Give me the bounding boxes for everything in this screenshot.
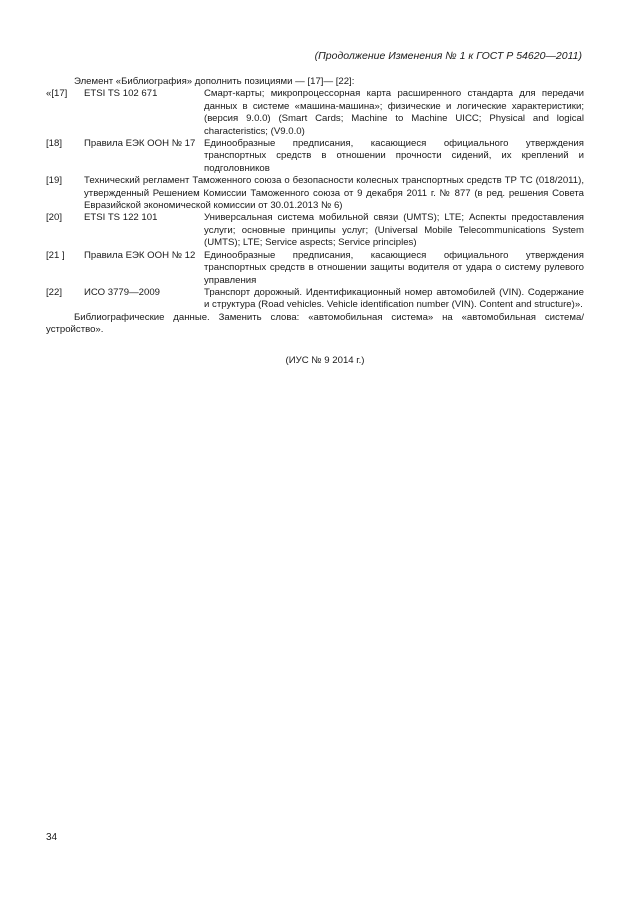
document-body	[46, 76, 584, 367]
intro-paragraph: Элемент «Библиография» дополнить позициями — [17]— [22]:	[74, 76, 355, 87]
closing-paragraph: Библиографические данные. Заменить слова: «автомобильная система» на «автомобильная система/устройство».	[46, 311, 584, 336]
bibliography-entry	[46, 250, 584, 287]
entry-code: Правила ЕЭК ООН № 12	[84, 249, 196, 261]
entry-description: Смарт-карты; микропроцессорная карта расширенного стандарта для передачи данных в системе «машина-машина»; физические и логические характеристики; (версия 9.0.0) (Smart Cards; Machine to Machine UICC; Physical and logical characteristics; (V9.0.0)	[204, 88, 584, 137]
entry-number: [22]	[46, 286, 63, 298]
entry-number: «[17]	[46, 88, 68, 100]
entry-description: Транспорт дорожный. Идентификационный номер автомобилей (VIN). Содержание и структура (Road vehicles. Vehicle identification number (VIN). Content and structure)».	[204, 286, 584, 311]
ius-reference: (ИУС № 9 2014 г.)	[285, 354, 365, 366]
page-number: 34	[46, 832, 58, 843]
entry-number: [20]	[46, 212, 63, 224]
entry-number: [18]	[46, 138, 63, 150]
bibliography-entry	[46, 212, 584, 249]
entry-code: ИСО 3779—2009	[84, 286, 161, 298]
entry-description: Технический регламент Таможенного союза о безопасности колесных транспортных средств ТР ТС (018/2011), утвержденный Решением Комиссии Таможенного союза от 9 декабря 2011 г. № 877 (в ред. решения Совета Евразийской экономической комиссии от 30.01.2013 № 6)	[84, 175, 584, 212]
page-header: (Продолжение Изменения № 1 к ГОСТ Р 54620—2011)	[314, 50, 582, 62]
entry-description: Универсальная система мобильной связи (UMTS); LTE; Аспекты предоставления услуги; основные принципы услуг; (Universal Mobile Telecommunications System (UMTS); LTE; Service aspects; Service principles)	[204, 212, 584, 249]
entry-code: Правила ЕЭК ООН № 17	[84, 138, 196, 150]
entry-description: Единообразные предписания, касающиеся официального утверждения транспортных средств в отношении прочности сидений, их креплений и подголовников	[204, 138, 584, 174]
entry-description: Единообразные предписания, касающиеся официального утверждения транспортных средств в отношении защиты водителя от удара о систему рулевого управления	[204, 249, 584, 286]
bibliography-entry	[46, 138, 584, 175]
bibliography-entry	[46, 88, 584, 138]
entry-number: [21 ]	[46, 249, 65, 261]
entry-code: ETSI TS 122 101	[84, 212, 158, 224]
entry-code: ETSI TS 102 671	[84, 88, 158, 100]
bibliography-entry	[46, 287, 584, 312]
entry-number: [19]	[46, 175, 63, 187]
bibliography-entry	[46, 175, 584, 212]
